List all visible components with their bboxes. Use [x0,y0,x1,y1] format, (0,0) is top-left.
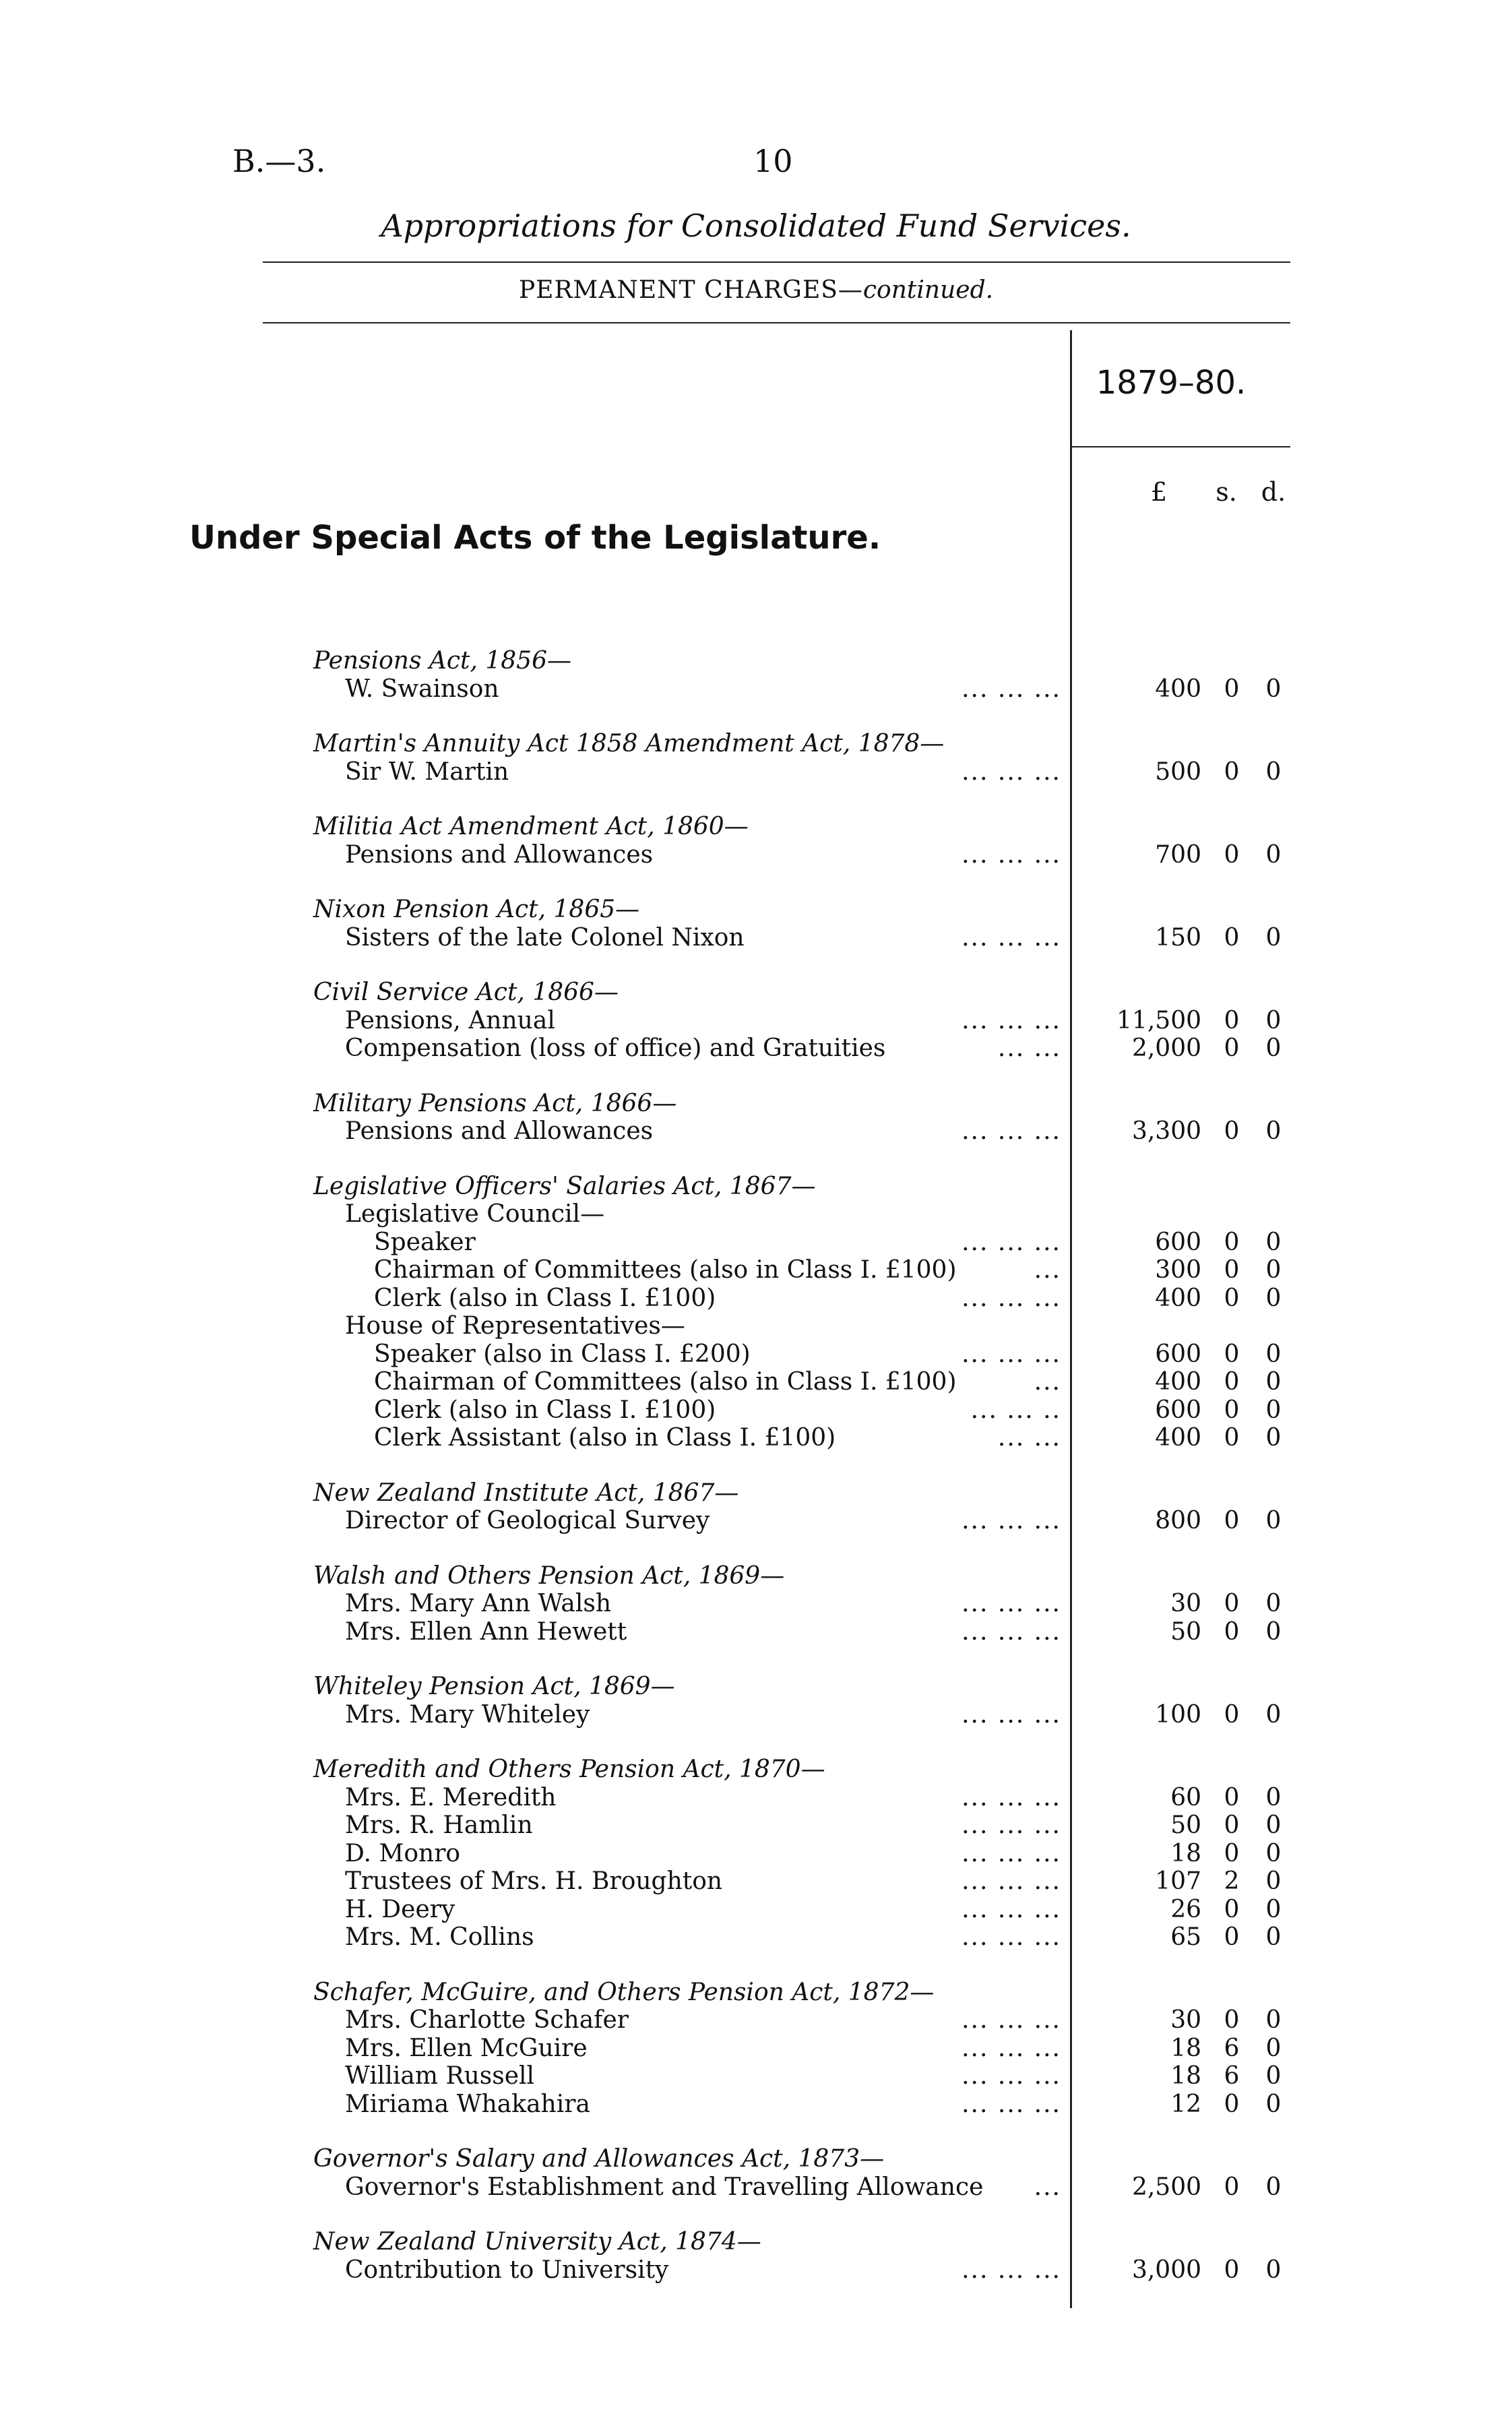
amount-pence: 0 [1265,1867,1282,1895]
amount-shillings: 0 [1224,2256,1240,2284]
leader-dots: ... ... ... [962,1867,1061,1895]
amount-pence: 0 [1265,675,1282,703]
act-heading: Civil Service Act, 1866— [313,979,619,1006]
leader-dots: ... ... .. [970,1396,1061,1424]
leader-dots: ... ... [997,1034,1061,1062]
amount-pence: 0 [1265,1034,1282,1062]
pounds-header: £ [1150,477,1168,507]
appropriation-row [0,1507,1512,1537]
amount-pounds: 30 [1170,2006,1201,2034]
amount-pence: 0 [1265,1284,1282,1312]
item-label: Sir W. Martin [345,757,509,786]
appropriation-row [0,1284,1512,1314]
appropriation-row [0,1034,1512,1064]
leader-dots: ... ... ... [962,1507,1061,1534]
amount-shillings: 6 [1224,2062,1240,2090]
amount-shillings: 0 [1224,757,1240,786]
page-number: 10 [753,143,793,179]
appropriation-row [0,1923,1512,1953]
amount-pence: 0 [1265,1256,1282,1284]
appropriation-row [0,1701,1512,1731]
leader-dots: ... ... ... [962,1284,1061,1312]
amount-shillings: 0 [1224,1117,1240,1145]
amount-pence: 0 [1265,1117,1282,1145]
appropriation-row [0,1867,1512,1897]
amount-shillings: 0 [1224,1783,1240,1811]
item-label: Speaker (also in Class I. £200) [374,1340,751,1368]
amount-pence: 0 [1265,1396,1282,1424]
appropriation-row [0,1200,1512,1230]
item-label: Speaker [374,1228,476,1256]
item-label: Compensation (loss of office) and Gratuities [345,1034,886,1062]
item-label: Contribution to University [345,2256,669,2284]
amount-pence: 0 [1265,1617,1282,1646]
item-label: Trustees of Mrs. H. Broughton [345,1867,723,1895]
amount-pence: 0 [1265,2173,1282,2201]
amount-pounds: 150 [1155,923,1201,952]
leader-dots: ... ... ... [962,2034,1061,2062]
leader-dots: ... ... ... [962,1839,1061,1867]
item-label: William Russell [345,2062,535,2090]
amount-pence: 0 [1265,1839,1282,1867]
amount-pounds: 3,300 [1131,1117,1201,1145]
amount-pounds: 300 [1155,1256,1201,1284]
amount-pounds: 50 [1170,1617,1201,1646]
item-label: Clerk Assistant (also in Class I. £100) [374,1424,836,1452]
amount-shillings: 0 [1224,2090,1240,2118]
amount-pence: 0 [1265,2090,1282,2118]
item-label: Chairman of Committees (also in Class I. £100) [374,1256,957,1284]
item-label: Mrs. Charlotte Schafer [345,2006,629,2034]
amount-shillings: 0 [1224,1034,1240,1062]
appropriation-row [0,924,1512,954]
item-label: Legislative Council— [345,1200,605,1228]
amount-shillings: 0 [1224,1396,1240,1424]
leader-dots: ... ... ... [962,1340,1061,1368]
item-label: House of Representatives— [345,1312,685,1340]
leader-dots: ... ... ... [962,1117,1061,1145]
appropriation-row [0,1117,1512,1147]
appropriation-row [0,1396,1512,1426]
item-label: Miriama Whakahira [345,2090,590,2118]
amount-shillings: 0 [1224,840,1240,869]
amount-pence: 0 [1265,1340,1282,1368]
item-label: Mrs. Mary Ann Walsh [345,1590,612,1617]
amount-pounds: 26 [1170,1895,1201,1923]
amount-shillings: 0 [1224,1284,1240,1312]
act-heading: Martin's Annuity Act 1858 Amendment Act, 1878— [313,730,945,757]
amount-shillings: 0 [1224,1368,1240,1396]
appropriation-row [0,1368,1512,1398]
subtitle-continued: continued. [862,276,994,304]
title-rule [263,261,1290,263]
item-label: Mrs. Mary Whiteley [345,1700,590,1729]
act-heading: Nixon Pension Act, 1865— [313,896,640,923]
appropriation-row [0,675,1512,705]
section-subtitle [0,276,1512,304]
leader-dots: ... ... ... [962,757,1061,786]
year-rule [1071,446,1290,447]
appropriation-row [0,2256,1512,2286]
amount-pounds: 60 [1170,1783,1201,1811]
act-heading: New Zealand University Act, 1874— [313,2228,761,2256]
amount-pence: 0 [1265,2006,1282,2034]
amount-pounds: 18 [1170,2034,1201,2062]
leader-dots: ... ... ... [962,840,1061,869]
amount-pounds: 2,500 [1131,2173,1201,2201]
amount-pence: 0 [1265,1507,1282,1534]
amount-pence: 0 [1265,1895,1282,1923]
leader-dots: ... ... ... [962,2090,1061,2118]
amount-pounds: 30 [1170,1590,1201,1617]
leader-dots: ... ... ... [962,675,1061,703]
amount-pence: 0 [1265,1590,1282,1617]
amount-pounds: 600 [1155,1340,1201,1368]
amount-pounds: 400 [1155,1424,1201,1452]
item-label: Mrs. M. Collins [345,1923,534,1951]
item-label: Clerk (also in Class I. £100) [374,1396,716,1424]
appropriation-row [0,1618,1512,1648]
amount-pounds: 107 [1155,1867,1201,1895]
item-label: H. Deery [345,1895,455,1923]
amount-pence: 0 [1265,2034,1282,2062]
item-label: Sisters of the late Colonel Nixon [345,923,745,952]
item-label: Clerk (also in Class I. £100) [374,1284,716,1312]
amount-pence: 0 [1265,757,1282,786]
amount-shillings: 0 [1224,1340,1240,1368]
act-heading: Pensions Act, 1856— [313,647,571,675]
amount-shillings: 0 [1224,1700,1240,1729]
act-heading: Legislative Officers' Salaries Act, 1867— [313,1172,816,1200]
appropriation-row [0,2090,1512,2120]
item-label: Pensions and Allowances [345,1117,654,1145]
item-label: Pensions, Annual [345,1006,555,1034]
appropriation-row [0,1424,1512,1454]
amount-shillings: 0 [1224,1617,1240,1646]
amount-shillings: 0 [1224,923,1240,952]
amount-pounds: 65 [1170,1923,1201,1951]
item-label: D. Monro [345,1839,461,1867]
leader-dots: ... ... ... [962,1923,1061,1951]
amount-shillings: 0 [1224,1590,1240,1617]
amount-pounds: 500 [1155,757,1201,786]
amount-pounds: 400 [1155,1368,1201,1396]
amount-pence: 0 [1265,1811,1282,1839]
page-title: Appropriations for Consolidated Fund Services. [381,208,1131,244]
amount-pence: 0 [1265,1424,1282,1452]
amount-shillings: 0 [1224,1923,1240,1951]
amount-shillings: 0 [1224,1839,1240,1867]
act-heading: Schafer, McGuire, and Others Pension Act, 1872— [313,1978,935,2006]
appropriation-row [0,2173,1512,2203]
amount-pence: 0 [1265,1923,1282,1951]
amount-pence: 0 [1265,1368,1282,1396]
leader-dots: ... ... ... [962,2006,1061,2034]
leader-dots: ... ... ... [962,1617,1061,1646]
appropriation-row [0,1811,1512,1841]
leader-dots: ... [1034,2173,1061,2201]
amount-shillings: 0 [1224,1811,1240,1839]
amount-shillings: 0 [1224,1006,1240,1034]
leader-dots: ... ... ... [962,1590,1061,1617]
leader-dots: ... [1034,1256,1061,1284]
leader-dots: ... ... ... [962,2062,1061,2090]
appropriation-row [0,1590,1512,1619]
appropriation-row [0,1256,1512,1286]
amount-pounds: 400 [1155,1284,1201,1312]
amount-pounds: 11,500 [1116,1006,1201,1034]
amount-shillings: 6 [1224,2034,1240,2062]
leader-dots: ... [1034,1368,1061,1396]
act-heading: Governor's Salary and Allowances Act, 1873— [313,2145,885,2173]
amount-shillings: 0 [1224,1895,1240,1923]
year-column-header: 1879–80. [1096,364,1247,402]
leader-dots: ... ... ... [962,1783,1061,1811]
act-heading: Militia Act Amendment Act, 1860— [313,813,749,840]
amount-pounds: 50 [1170,1811,1201,1839]
leader-dots: ... ... ... [962,1228,1061,1256]
amount-pounds: 3,000 [1131,2256,1201,2284]
amount-pounds: 12 [1170,2090,1201,2118]
leader-dots: ... ... ... [962,1700,1061,1729]
amount-shillings: 0 [1224,1256,1240,1284]
item-label: Director of Geological Survey [345,1507,710,1534]
item-label: Mrs. E. Meredith [345,1783,557,1811]
amount-pounds: 2,000 [1131,1034,1201,1062]
appropriation-row [0,2006,1512,2036]
amount-shillings: 0 [1224,1507,1240,1534]
amount-shillings: 0 [1224,1424,1240,1452]
item-label: Chairman of Committees (also in Class I. £100) [374,1368,957,1396]
appropriation-row [0,1007,1512,1036]
act-heading: New Zealand Institute Act, 1867— [313,1479,739,1507]
appropriation-row [0,2035,1512,2064]
item-label: Governor's Establishment and Travelling Allowance [345,2173,984,2201]
amount-shillings: 0 [1224,2006,1240,2034]
pence-header: d. [1261,477,1286,507]
amount-pence: 0 [1265,1228,1282,1256]
amount-pounds: 400 [1155,675,1201,703]
leader-dots: ... ... ... [962,923,1061,952]
appropriation-row [0,1312,1512,1342]
table-heading: Under Special Acts of the Legislature. [189,519,881,557]
amount-pounds: 600 [1155,1396,1201,1424]
item-label: Pensions and Allowances [345,840,654,869]
page-identifier: B.—3. [232,143,326,179]
appropriation-row [0,1784,1512,1813]
money-column-headers [1139,477,1294,507]
amount-pounds: 18 [1170,1839,1201,1867]
amount-pence: 0 [1265,2256,1282,2284]
amount-pence: 0 [1265,2062,1282,2090]
amount-shillings: 0 [1224,675,1240,703]
act-heading: Walsh and Others Pension Act, 1869— [313,1561,785,1590]
amount-pounds: 100 [1155,1700,1201,1729]
leader-dots: ... ... ... [962,1006,1061,1034]
amount-pounds: 800 [1155,1507,1201,1534]
leader-dots: ... ... ... [962,2256,1061,2284]
amount-pence: 0 [1265,840,1282,869]
amount-pence: 0 [1265,1783,1282,1811]
amount-pounds: 700 [1155,840,1201,869]
amount-pounds: 600 [1155,1228,1201,1256]
amount-shillings: 2 [1224,1867,1240,1895]
shillings-header: s. [1216,477,1237,507]
subtitle-rule [263,322,1290,323]
appropriation-row [0,1840,1512,1869]
amount-shillings: 0 [1224,2173,1240,2201]
appropriation-row [0,1229,1512,1258]
act-heading: Military Pensions Act, 1866— [313,1089,677,1117]
appropriation-row [0,1340,1512,1370]
appropriation-row [0,841,1512,871]
appropriation-row [0,758,1512,788]
appropriation-row [0,2062,1512,2092]
amount-pence: 0 [1265,1006,1282,1034]
act-heading: Whiteley Pension Act, 1869— [313,1673,675,1700]
subtitle-main: PERMANENT CHARGES— [518,276,863,304]
item-label: Mrs. R. Hamlin [345,1811,533,1839]
amount-pence: 0 [1265,1700,1282,1729]
item-label: Mrs. Ellen McGuire [345,2034,588,2062]
amount-pence: 0 [1265,923,1282,952]
item-label: Mrs. Ellen Ann Hewett [345,1617,627,1646]
leader-dots: ... ... ... [962,1811,1061,1839]
appropriation-row [0,1896,1512,1925]
amount-pounds: 18 [1170,2062,1201,2090]
act-heading: Meredith and Others Pension Act, 1870— [313,1756,825,1783]
item-label: W. Swainson [345,675,499,703]
amount-shillings: 0 [1224,1228,1240,1256]
leader-dots: ... ... ... [962,1895,1061,1923]
leader-dots: ... ... [997,1424,1061,1452]
